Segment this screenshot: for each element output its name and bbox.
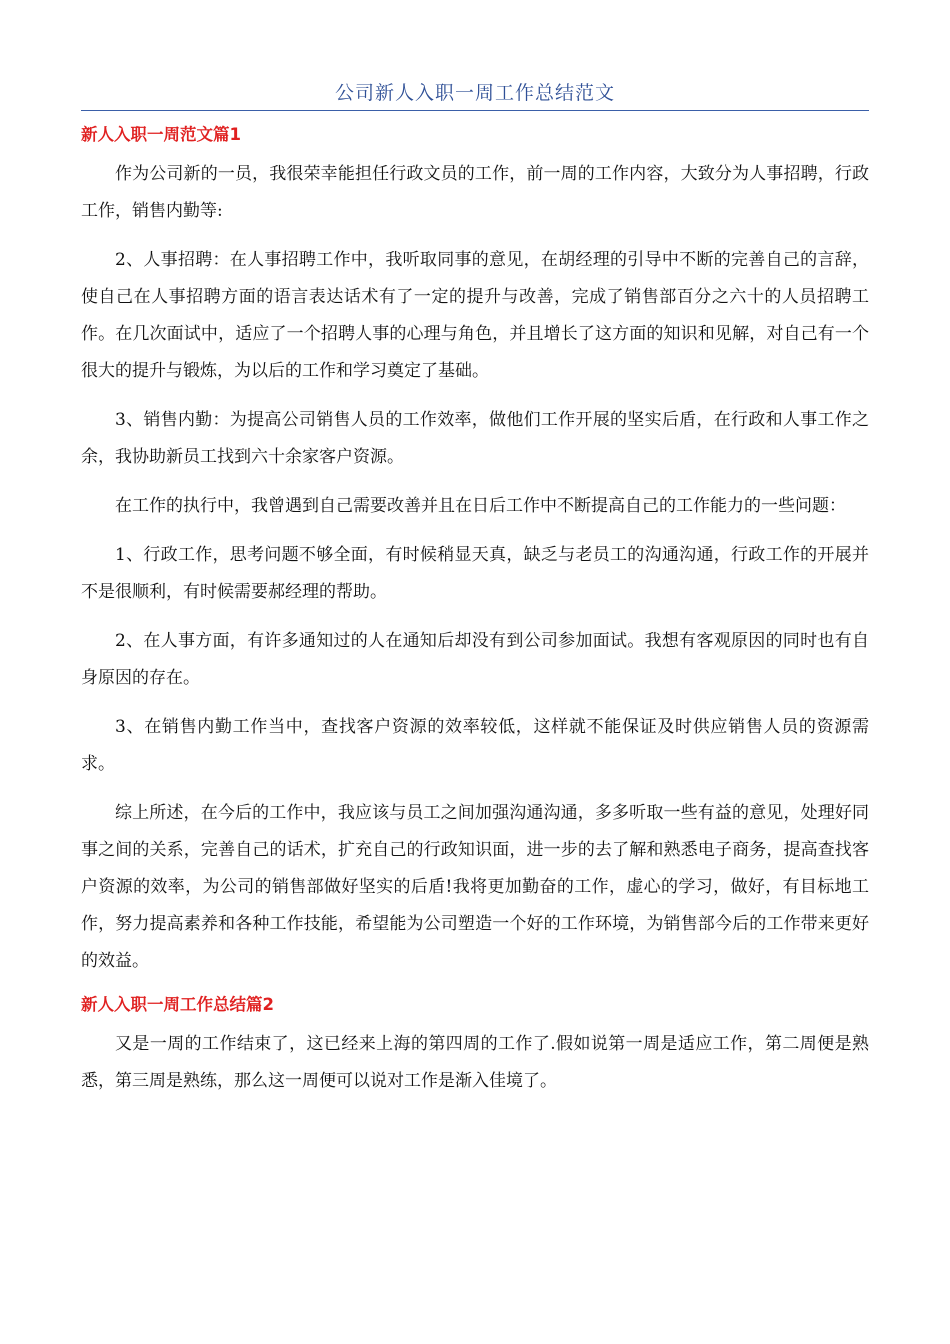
paragraph: 2、在人事方面，有许多通知过的人在通知后却没有到公司参加面试。我想有客观原因的同时也有自身原因的存在。	[81, 631, 869, 688]
section-title: 新人入职一周范文篇1	[81, 125, 241, 144]
paragraph: 综上所述，在今后的工作中，我应该与员工之间加强沟通沟通，多多听取一些有益的意见，处理好同事之间的关系，完善自己的话术，扩充自己的行政知识面，进一步的去了解和熟悉电子商务，提高查找客户资源的效率，为公司的销售部做好坚实的后盾!我将更加勤奋的工作，虚心的学习，做好，有目标地工作，努力提高素养和各种工作技能，希望能为公司塑造一个好的工作环境，为销售部今后的工作带来更好的效益。	[81, 803, 869, 971]
paragraph: 在工作的执行中，我曾遇到自己需要改善并且在日后工作中不断提高自己的工作能力的一些问题：	[115, 496, 846, 516]
paragraph: 作为公司新的一员，我很荣幸能担任行政文员的工作，前一周的工作内容，大致分为人事招聘，行政工作，销售内勤等:	[81, 164, 869, 221]
paragraph: 2、人事招聘：在人事招聘工作中，我听取同事的意见，在胡经理的引导中不断的完善自己的言辞，使自己在人事招聘方面的语言表达话术有了一定的提升与改善，完成了销售部百分之六十的人员招聘工作。在几次面试中，适应了一个招聘人事的心理与角色，并且增长了这方面的知识和见解，对自己有一个很大的提升与锻炼，为以后的工作和学习奠定了基础。	[81, 250, 869, 381]
page-header	[81, 80, 869, 111]
page-title: 公司新人入职一周工作总结范文	[334, 82, 615, 104]
section-2	[81, 992, 869, 1100]
paragraph: 1、行政工作，思考问题不够全面，有时候稍显天真，缺乏与老员工的沟通沟通，行政工作的开展并不是很顺利，有时候需要郝经理的帮助。	[81, 545, 869, 602]
paragraph: 3、在销售内勤工作当中，查找客户资源的效率较低，这样就不能保证及时供应销售人员的资源需求。	[81, 717, 869, 774]
section-1	[81, 122, 869, 980]
paragraph: 又是一周的工作结束了，这已经来上海的第四周的工作了.假如说第一周是适应工作，第二周便是熟悉，第三周是熟练，那么这一周便可以说对工作是渐入佳境了。	[81, 1034, 869, 1091]
section-title: 新人入职一周工作总结篇2	[81, 995, 274, 1014]
document-body	[81, 122, 869, 1112]
paragraph: 3、销售内勤：为提高公司销售人员的工作效率，做他们工作开展的坚实后盾，在行政和人事工作之余，我协助新员工找到六十余家客户资源。	[81, 410, 869, 467]
